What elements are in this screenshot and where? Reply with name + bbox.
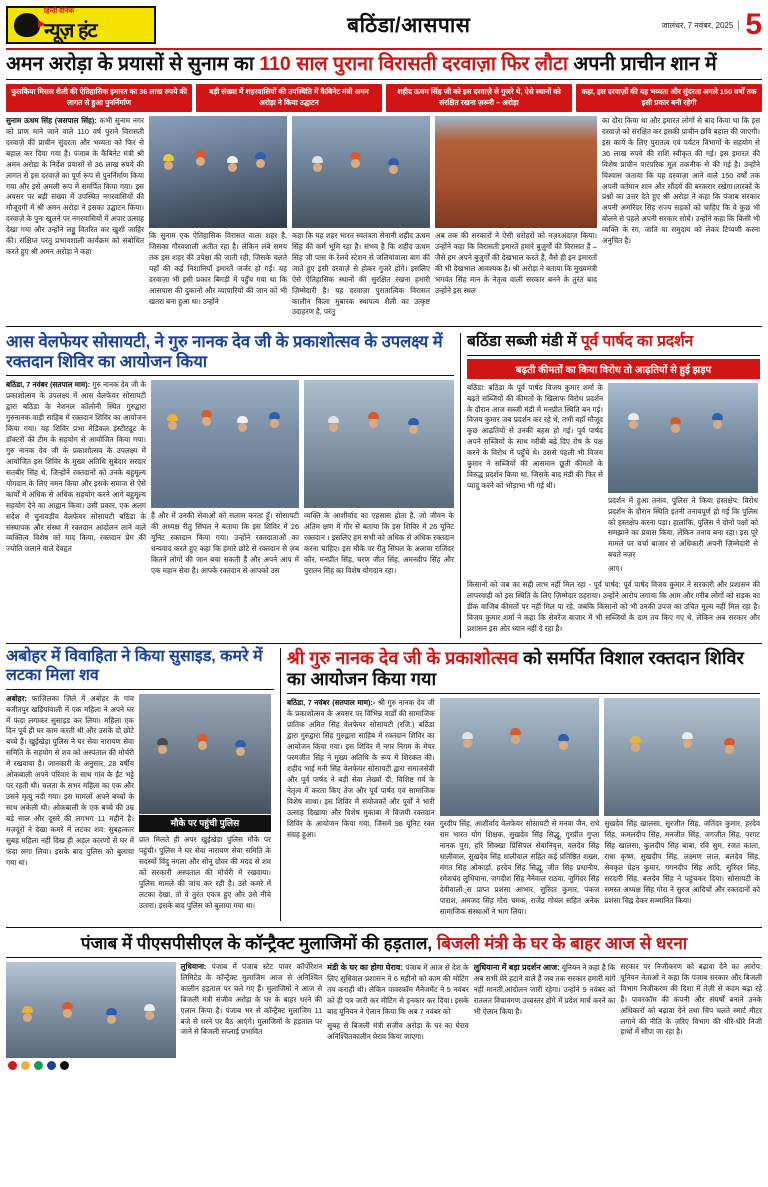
kicker-3: शहीद ऊधम सिंह जी को इस दरवाज़े से गुजरे थे, ऐसे स्थानों को संरक्षित रखना ज़रूरी – अरोड़ा	[386, 84, 572, 111]
lead-col3-text: कहा कि यह शहर भारत स्वतंत्रता सेनानी शहीद ऊधम सिंह की कर्म भूमि रहा है। संभव है कि शहीद ऊधम सिंह जी पास के रेलवे स्टेशन से जलियांवाला बाग़ की जाते हुए इसी दरवाज़े से होकर गुजरे होंगे। इसलिए ऐसे ऐतिहासिक स्थानों की सुरक्षित रखना हमारी ज़िम्मेदारी है। यह दरवाज़ा पुरातात्विक विरासत कालीन किला मुबारक स्थापत्य शैली का उत्कृष्ट उदाहरण है, परंतु	[292, 230, 430, 317]
bloodcamp-col-2	[440, 698, 600, 920]
bottom-headline	[6, 931, 762, 954]
lead-col-1	[6, 116, 144, 322]
masthead	[6, 4, 762, 50]
market-col3-note: आए।	[608, 564, 623, 574]
lead-col5-text: का दौरा किया था और इमारत लोगों से बाद किया था कि इस दरवाज़े को संरक्षित कर इसकी प्राचीन छवि बहाल की जाएगी। इस कार्य के लिए पुरातत्व एवं पर्यटन विभागों के सहयोग से 36 लाख रुपये की राशि स्वीकृत की गई। इस इमारत की विशेष प्राचीन पारंपरिक मूल तकनीक से की गई है। उन्होंने विश्वास जताया कि यह दरवाज़ा आने वाले 150 वर्षों तक अपनी वर्तमान शान और सौंदर्य की बरकरार रखेगा।तारकों के प्रश्नों का उत्तर देते हुए श्री अरोड़ा ने कहा कि पंजाब सरकार अपनी अमरिंदर सिंह राज्य सड़कों को चाहिए कि वे कुछ भी बोलने से पहले अपनी सरकार सोचें। उन्होंने कहा कि किसी भी व्यक्ति के रंग, जाति या समुदाय को लेकर टिप्पणी करना अनुचित है।	[602, 115, 760, 246]
divider-2	[6, 643, 762, 644]
bloodcamp-col3-text: सुखदेव सिंह खालसा, सुरजीत सिंह, जतिंदर कुमार, हरदेव सिंह, कमलदीप सिंह, मनजीत सिंह, जगजीत सिंह, परगट सिंह खालसा, कुलदीप सिंह बाबा, रवि सुम, रजत काला, राधा कृष्ण, सुखदीप सिंह, लक्ष्मण लाल, बलदेव सिंह, सेवकृत ग्रेहन कुमार, गगनदीप सिंह आदि, सुरिंदर सिंह, सरदारी सिंह, बलदेव सिंह ने पहुंचकर दिया। सोसायटी के समस्त अध्यक्ष सिंह गोरा ने सुरज आदिचों और रक्तदानों को प्रशंसा चिह्न देकर सम्मानित किया।	[604, 819, 760, 905]
photo-market-protest	[608, 383, 758, 493]
bloodcamp-col2-text: गुरदीप सिंह, आशीर्वाद वेलफेयर सोसायटी से मनवा जैन, राधे राम भारत योग शिक्षक, सुखदेव सिंह सिद्धू, गुरप्रीत गुप्ता नानक पुरा, हरि सिक्खा प्रिंसिपल सेवानिवृत्त, वलदेव सिंह धालीवाल, सुखदेव सिंह धालीवाल सहित कई प्रतिष्ठित शख्स, मंगत सिंह ओकार्ड़ा, हरदेव सिंह सिद्धू, जीत सिंह प्रधानीय, रमेशचंद लुधियाना, जगदीश सिंह नैनेवाल राठवा, जुगिंदर सिंह देवीवालों्स प्राप्त प्रशंसा आभार, सुरिंदर कुमार, पंकज पाराश, अमजद सिंह गोरा चमक, राजेंद्र गोयल सहित अनेक सामाजिक संस्थाओं ने भाग लिया।	[439, 819, 600, 916]
welfare-col-3	[304, 380, 454, 580]
registration-color-bar	[6, 1058, 762, 1070]
suicide-col2-text: प्रात मिलते ही अपर खुईखेड़ा पुलिस मौके पर पहुंची। पुलिस ने घर सेवा नारायण सेवा समिति के सदस्यों विंदु नगला और सोनू ग्रोवर की मदद से शव को सरकारी अस्पताल की मोर्चरी में रखवाया। पुलिस मामले की जांच कर रही है। उसे कमरे में लटका देखा, तो वे तुरंत एकत्र हुए और उसे नीचे उतारा। इसके बाद पुलिस को बुलाया गया था।	[139, 835, 271, 910]
welfare-col1-text: गुरु नानक देव जी के प्रकाशोत्सव के उपलक्ष्य में आस वेलफेयर सोसायटी द्वारा बठिंडा के नेशनल कॉलोनी स्थित गुरुद्वारा गुरुनानक वाड़ी साहिब में रक्तदान शिविर का आयोजन किया गया। यह शिविर प्रभा मेडिकल इंस्टीट्यूट के डॉक्टरों की टीम के सहयोग से आयोजित किया गया। गुरु नानक देव जी के प्रकाशोत्सव के उपलक्ष्य में आयोजित इस शिविर के मुख्य अतिथि सुबेदार सरदार सतबीर सिंह थे, जिन्होंने रक्तदानों को उनके बहुमूल्य योगदान के लिए नमन किया और इसके समाज से ऐसे कार्यों में अधिक से अधिक सहयोग करने आगे बहुमूल्य सहयोग देने का आह्वान किया। उसी प्रकार, एक अलग सदेश में चुनावड़ीय वेलफेयर सोसायटी बठिंडा के संस्थापक और संस्था में रक्तदान आंदोलन लाने वाले व्यक्तित्व विशेष को याद किया, रक्तदान प्रेम की ज्योति जलाने वाले देवहृत	[6, 380, 146, 554]
color-dot-red	[8, 1061, 17, 1070]
bloodcamp-dateline: बठिंडा, 7 नवंबर (सतपाल माम):-	[287, 698, 376, 708]
lead-headline-highlight: 110 साल पुराना विरासती दरवाज़ा फिर लौटा	[259, 53, 568, 75]
market-col3-text: किसानों को जब का सही लाभ नहीं मिल रहा - पूर्व पार्षद: पूर्व पार्षद विजय कुमार ने सरकारी और प्रशासन की लापरवाही को इस स्थिति के लिए ज़िम्मेदार ठहराया। उन्होंने आरोप लगाया कि आम और गरीब लोगों को सड़क का डींक वाजिब कीमतों पर नहीं मिल पा रहे, जबकि किसानों को भी उनकी उपज का उचित मूल्य नहीं मिल रहा है। विजय कुमार शर्मा ने कहा कि सेवरेंज बाजार में भी सब्जियों के दाम तय किए गए थे, लेकिन अब सरकार और प्रशासन इस ओर ध्यान नहीं दे रहा है।	[467, 580, 760, 633]
bloodcamp-col-3	[604, 698, 760, 920]
lead-headline-part1: अमन अरोड़ा के प्रयासों से सुनाम का	[6, 53, 260, 75]
bottom-col-4	[620, 962, 762, 1058]
bloodcamp-headline	[287, 648, 760, 694]
welfare-col2-text: हैं और में उनकी सेवाओं को सलाम करता हूँ। सोसायटी की अध्यक्ष रीतु सिंघल ने बताया कि इस शिविर में 26 यूनिट रक्तदान किया गया। उन्होंने रक्तदाताओं का धन्यवाद करते हुए कहा कि हमारे छोटे से रक्तदान से ज़ब कितने लोगों की जान बचा सकती हैं और अपने आप में एक महान सेवा है। आपके रक्तदान से आपको उस	[151, 511, 299, 576]
welfare-col-2	[151, 380, 299, 580]
photo-inauguration-crowd	[149, 116, 287, 228]
bottom-col3-text: यूनियन ने कहा है कि अब सभी घेरे हटाने वाले हैं जब तक सरकार हमारी मांगें नहीं मानती,आंदोलन जारी रहेगा। उन्होंने 9 नवंबर को रातलत विचावगण उच्चस्तर होंगे में प्रदेश मार्च करने का भी ऐलान किया है।	[473, 962, 616, 1016]
kicker-4: कहा, इस दरवाज़ों की यह भव्यता और सुंदरता अगले 150 वर्षों तक इसी प्रकार बनी रहेगी	[576, 84, 762, 111]
bloodcamp-article	[280, 648, 760, 921]
market-col1-text: बठिंडा: बठिंडा के पूर्व पार्षद विजय कुमार शर्मा के बढ़ते सब्जियों की कीमतों के खिलाफ विरोध प्रदर्शन के दौरान आज सब्जी मंडी में मनप्रीत स्थिति बन गई। विजय कुमार जब प्रदर्शन कर रहे थे, तभी वहाँ मौजूद कुछ आढ़तियों से उनकी बहस हो गई। पूर्व पार्षद अपने सब्जियों के साथ गरीबी बढ़े दिए रोष के पक्ष करने के विरोध में पहुँचे थे। उससे पहली भी विजय कुमार ने सब्जियों की आसमान छूती कीमतों के विरुद्ध प्रदर्शन किया था, जिसके बाद मंडी की फिर से प्यादु करने को भोड़ाभा भी गई थी।	[467, 382, 603, 491]
lead-col-5	[602, 116, 760, 322]
divider-1	[6, 326, 762, 327]
market-article	[460, 333, 760, 638]
color-dot-blue	[47, 1061, 56, 1070]
lead-col1-text: कभी सुनाम नगर को प्राण माने जाने वाले 110 वर्ष पुराने विरासती दरवाज़े की प्राचीन सुंदरता और भव्यता को फिर से बहाल कर दिया गया है। पंजाब के कैबिनेट मंत्री श्री अमन अरोड़ा के निर्देश प्रयासों से 36 लाख रुपये की लागत से इस दरवाज़े का पूर्ण रूप से पुनर्निर्माण किया गया और इसे अमली रूप में समर्पित किया गया। इस अवसर पर बड़ी संख्या में उपस्थित नगरवासियों की मौजूदगी में श्री अमन अरोड़ा ने इसका उद्घाटन किया। दरवाज़े के पुनः खुलने पर नगरवासियों में अपार उत्साह देखा गया और उन्होंने लड्डू वितरित कर खुशी जाहिर की। संक्षिप्त परंतु प्रभावशाली कार्यक्रम को संबोधित करते हुए श्री अमन अरोड़ा ने कहा	[6, 115, 145, 257]
bottom-col2-head: मंडी के घर का होगा घेराव:	[327, 962, 403, 972]
bloodcamp-headline-rest: को समर्पित विशाल रक्तदान शिविर का आयोजन किया गया	[287, 647, 744, 690]
bottom-col-2	[327, 962, 469, 1058]
color-dot-black	[60, 1061, 69, 1070]
logo-subtitle: हिन्दी दैनिक	[44, 8, 74, 15]
bottom-col3-head: लुधियाना में बड़ा प्रदर्शन आज:	[473, 962, 560, 972]
kicker-row	[6, 84, 762, 111]
photo-donors-group	[304, 380, 454, 508]
lead-headline	[6, 50, 762, 80]
mid-section	[6, 333, 762, 638]
welfare-headline: आस वेलफेयर सोसायटी, ने गुरु नानक देव जी के प्रकाशोत्सव के उपलक्ष्य में रक्तदान शिविर का आयोजन किया	[6, 333, 454, 376]
market-col-2	[608, 383, 758, 579]
market-col2-text: प्रदर्शन में हुआ तनाव, पुलिस ने किया हस्तक्षेप: विरोध प्रदर्शन के दौरान स्थिति इतनी तनावपूर्ण हो गई कि पुलिस को हस्तक्षेप करना पड़ा। हालांकि, पुलिस ने दोनों पक्षों को समझाने का प्रयास किया, लेकिन तनाव बना रहा। इस पूरे मामले पर चर्चा बाजार से अधिकारी अपनी ज़िम्मेदारी से बचते नज़र	[608, 495, 758, 560]
market-headline-highlight: पूर्व पार्षद का प्रदर्शन	[580, 333, 694, 351]
welfare-col3-text: व्यक्ति के आशीर्वाद का एहसास होता है, जो जीवन के अंतिम क्षण में गौर से बताया कि इस शिविर में 26 यूनिट रक्तदान । इसलिए हम सभी को अधिक से अधिक रक्तदान करना चाहिए। इस मौके पर रीतु सिंघल के अलावा राजिंदर कौर, मनप्रीत सिंह, चरण जीत सिंह, अमनदीप सिंह और पुरातन सिंह का विशेष योगदान रहा।	[304, 511, 454, 576]
bloodcamp-col1-text: श्री गुरु नानक देव जी के प्रकाशोत्सव के अवसर पर विभिन्न वार्डों की सामाजिक प्रांतिक अमित सिंह वेलफेयर सोसायटी (रजि.) बठिंडा द्वारा गुरुद्वारा सिंह गुरुद्वारा साहिब में रक्तदान शिविर का आयोजन किया गया। इस शिविर में नगर निगम के मेयर परमजीत सिंह ने मुख्य अतिथि के रूप में शिरकत की। शहीद भाई मनी सिंह वेलफेयर सोसायटी द्वारा समाजसेवी और पूर्व पार्षद ने बड़ी सेवा लेख्यों दी, विशिष्ट गर्व के नेतृत्व में करता किए तेज और पूर्व पार्षद एवं सामाजिक विशेष साथा। इस शिविर में संयोजकों और पूर्वों ने भारी उत्साह दिखाया और विशेष मुकाबा में विजयी रक्तदान शिविर के आयोजन किया गया, जिसमें 98 यूनिट रक्त संग्रह हुआ।	[287, 698, 435, 839]
suicide-headline: अबोहर में विवाहिता ने किया सुसाइड, कमरे में लटका मिला शव	[6, 648, 274, 690]
page-number: 5	[745, 8, 762, 41]
lead-col-3	[292, 116, 430, 322]
masthead-meta	[662, 8, 762, 42]
bottom-dateline: लुधियाना:	[180, 961, 207, 971]
suicide-photo-caption: मौके पर पहुंची पुलिस	[139, 815, 271, 833]
lead-headline-part2: अपनी प्राचीन शान में	[567, 53, 717, 75]
bottom-col4-text: सरकार पर निजीकरण को बढ़ावा देने का आरोप: यूनियन नेताओं ने कहा कि पंजाब सरकार और बिजली विभाग निजीकरण की दिशा में तेज़ी से कदम बढ़ा रहे हैं। पावरकॉम की कंपनी और संघर्षों बनाने उनके अधिकारों को बढ़ावा देने तथा चिप चलते स्मार्ट मीटर लगाने की नीति के ज़रिए विभाग की धीरे-धीरे निजी हाथों में सौंपा जा रहा है।	[620, 961, 762, 1037]
photo-police-at-scene	[139, 694, 271, 814]
bottom-article	[6, 927, 762, 958]
suicide-col1-text: फ़ाज़िलका ज़िले में अबोहर के गांव बजीतपुर खड़ियांवाली में एक महिला ने अपने घर में फंदा लगाकर सुसाइड कर लिया। महिला एक दिन पूर्व ही घर काम करती थी और उसके दो छोटे बच्चे हैं। खुईखेड़ा पुलिस ने घर सेवा नारायण सेवा समिति के सहयोग से शव को अस्पताल की मोर्चरी में रखवाया है। जानकारी के अनुसार, 28 वर्षीय ओकबाली अपने परिवार के साथ गांव के ईंट भट्टे पर रहती थी। चलता के सभर महिला का एक और उसने मृत्यु नदी गया। इस मामलों अपने बच्चों के साथ अकेली थी। ओकबाली के एक बच्चे की उम्र बड़े साल और दूसरे की लगभग 11 महीने है। मज़दूरों ने देखा कमरे में लटका शव: सुबहत्कार सुबह महिला नहीं दिख ही अड़ल कारणों से घर में फंदा लगा लिया। इसके बाद पुलिस को बुलाया गया था।	[6, 693, 134, 867]
kicker-2: बड़ी संख्या में शहरवासियों की उपस्थिति में कैबिनेट मंत्री अमन अरोड़ा ने किया उद्घाटन	[196, 84, 382, 111]
kicker-1: फूलकिया मिसल शैली की ऐतिहासिक इमारत का 36 लाख रुपये की लागत से हुआ पुनर्निर्माण	[6, 84, 192, 111]
market-subhead-bar: बढ़ती कीमतों का किया विरोध तो आढ़तियों से हुई झड़प	[467, 359, 760, 379]
photo-blood-donation-camp	[151, 380, 299, 508]
lead-col2-text: कि सुनाम एक ऐतिहासिक विरासत वाला शहर है, जिसका गौरवशाली अतीत रहा है। लेकिन लंबे समय तक इस शहर की उपेक्षा की जाती रही, जिसके चलते यहाँ की कई निशानियाँ इमारतें जर्जर हो गईं। यह दरवाज़ा भी इसी प्रकार बिगड़ी में पहुँच गया था कि आसपास की दुकानों और व्यापारियों की जान को भी खतरा बना हुआ था। उन्होंने	[149, 230, 287, 306]
publication-date: जालंधर, 7 नवंबर, 2025	[662, 20, 740, 31]
bird-icon	[14, 13, 40, 37]
color-dot-green	[34, 1061, 43, 1070]
newspaper-logo	[6, 6, 156, 44]
bloodcamp-col-1	[287, 698, 435, 920]
bottom-col-1	[181, 962, 323, 1058]
bottom-columns	[6, 962, 762, 1058]
welfare-dateline: बठिंडा, 7 नवंबर (सतपाल माम):	[6, 380, 91, 390]
color-dot-yellow	[21, 1061, 30, 1070]
photo-ribbon-cutting	[292, 116, 430, 228]
photo-heritage-gate	[435, 116, 597, 228]
bottom-headline-part1: पंजाब में पीएसपीसीएल के कॉन्ट्रैक्ट मुलाजिमों की हड़ताल,	[80, 933, 437, 953]
suicide-col-1	[6, 694, 134, 915]
photo-workers-strike	[6, 962, 176, 1058]
welfare-article	[6, 333, 454, 638]
suicide-dateline: अबोहर:	[6, 693, 27, 703]
welfare-col-1	[6, 380, 146, 580]
photo-donor-bed	[604, 698, 760, 816]
bottom-col2-text: पंजाब में आज से देश के लिए सुधिवाल प्रशासन ने 6 महीनों को काम की मोटिंग तय कराही थी। लेकिन पावरकॉम मैनेजमेंट ने 5 नवंबर को ही पत्र जारी कर मीटिंग से इनकार कर दिया। इसके बाद यूनियन ने ऐलान किया कि अब 7 नवंबर को	[327, 962, 469, 1016]
bottom-col1-text: पंजाब में पंजाब स्टेट पावर कॉर्पोरेशन लिमिटेड के कॉन्ट्रैक्ट मुलाजिम आज से अनिश्चित कालीन हड़ताल पर चले गए हैं। मुलाजिमों ने आज से बिजली मंत्री संजीव अरोड़ा के घर के बाहर धरने की एलान किया है। पंजाब भर से कॉन्ट्रैक्ट मुलाजिम 11 बजे से धरने पर बैठ आएंगे। मुलाजिमों के हड़ताल पर जाने से बिजली सप्लाई प्रभावित	[180, 961, 323, 1037]
market-col-1	[467, 383, 603, 579]
bottom-col2b-text: सुबह से बिजली मंत्री संजीव अरोड़ा के घर का घेराव अनिश्चितकालीन घेराव किया जाएगा।	[327, 1020, 469, 1041]
lead-article	[6, 116, 762, 322]
suicide-col-2	[139, 694, 271, 915]
lead-col-4	[435, 116, 597, 322]
lead-byline: सुनाम ऊधम सिंह (जसपाल सिंह):	[6, 115, 97, 125]
third-section	[6, 648, 762, 921]
lead-col-2	[149, 116, 287, 322]
market-col-3	[467, 580, 760, 635]
lead-col4-text: अब तक की सरकारों ने ऐसी धरोहरों को नज़रअंदाज़ किया। उन्होंने कहा कि विरासती इमारतें हमारे बुज़ुर्गों की विरासत हैं – जैसे हम अपने बुज़ुर्गों की देखभाल करते हैं, वैसे ही इन इमारतों की भी देखभाल आवश्यक है। श्री अरोड़ा ने बताया कि मुख्यमंत्री भगवंत सिंह मान के नेतृत्व वाली सरकार बनने के तुरंत बाद उन्होंने इस स्थल	[435, 230, 598, 295]
page-title: बठिंडा/आसपास	[347, 14, 471, 37]
logo-title: न्यूज़ हंट	[44, 20, 97, 42]
bloodcamp-headline-highlight: श्री गुरु नानक देव जी के प्रकाशोत्सव	[287, 647, 519, 668]
bottom-headline-highlight: बिजली मंत्री के घर के बाहर आज से धरना	[436, 933, 688, 953]
market-headline-part1: बठिंडा सब्जी मंडी में	[467, 333, 581, 351]
suicide-article	[6, 648, 274, 921]
bottom-col-3	[474, 962, 616, 1058]
market-headline	[467, 333, 760, 355]
bottom-col-photo	[6, 962, 176, 1058]
photo-blood-camp-patients	[440, 698, 600, 816]
